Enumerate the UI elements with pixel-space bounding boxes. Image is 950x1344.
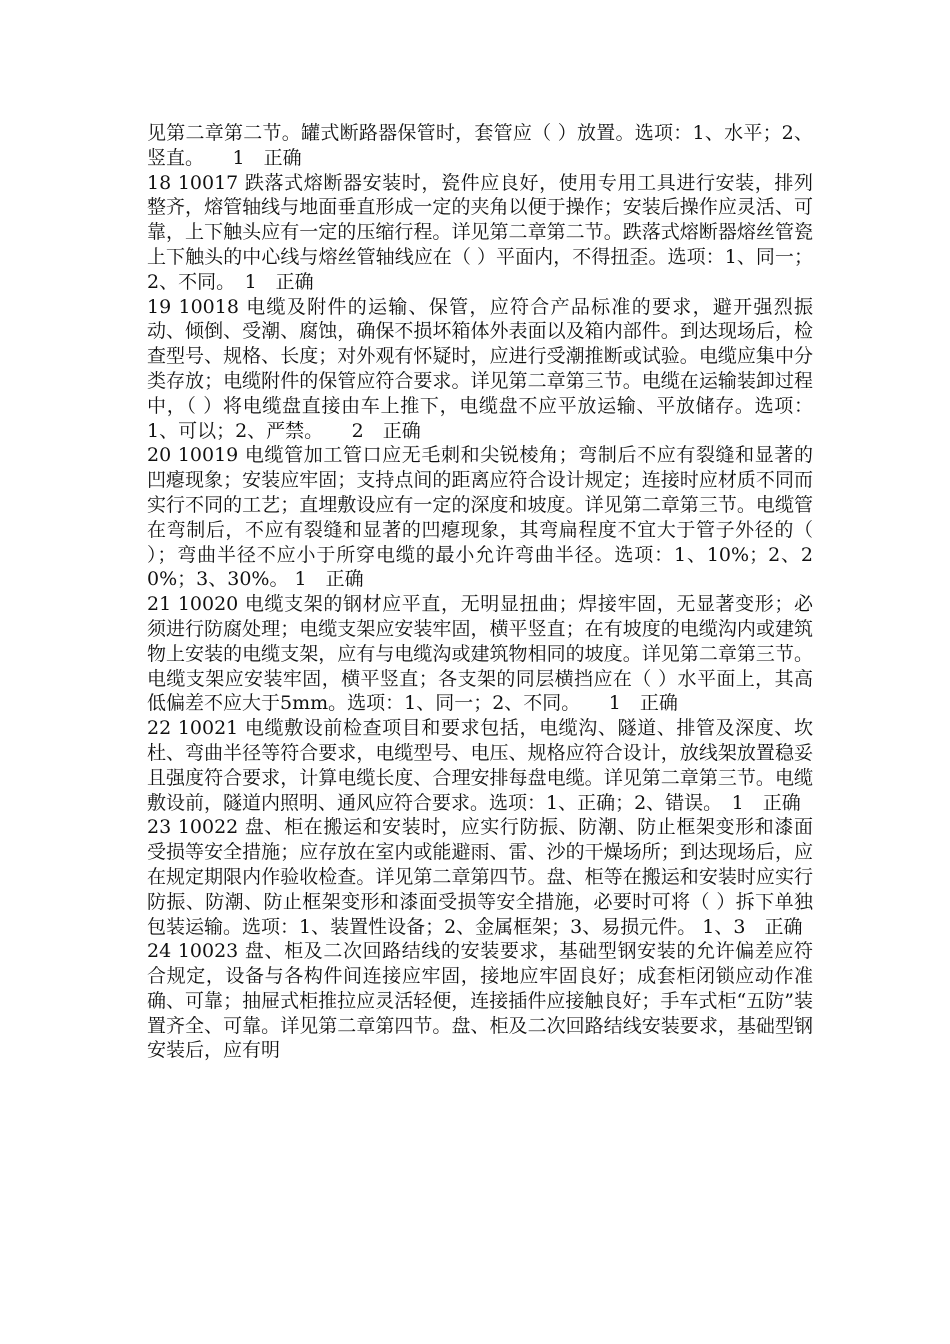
question-19: 19 10018 电缆及附件的运输、保管，应符合产品标准的要求，避开强烈振动、倾倒、受潮、腐蚀，确保不损坏箱体外表面以及箱内部件。到达现场后，检查型号、规格、长度；对外观有怀疑时，应进行受潮推断或试验。电缆应集中分类存放；电缆附件的保管应符合要求。详见第二章第三节。电缆在运输装卸过程中，（ ）将电缆盘直接由车上推下，电缆盘不应平放运输、平放储存。选项：1、可以；2、严禁。 2 正确	[147, 295, 813, 442]
paragraph-continuation: 见第二章第二节。罐式断路器保管时，套管应（ ）放置。选项：1、水平；2、竖直。 1 正确	[147, 122, 813, 169]
question-22: 22 10021 电缆敷设前检查项目和要求包括，电缆沟、隧道、排管及深度、坎杜、弯曲半径等符合要求，电缆型号、电压、规格应符合设计，放线架放置稳妥且强度符合要求，计算电缆长度、合理安排每盘电缆。详见第二章第三节。电缆敷设前，隧道内照明、通风应符合要求。选项：1、正确；2、错误。 1 正确	[147, 717, 813, 814]
question-20: 20 10019 电缆管加工管口应无毛刺和尖锐棱角；弯制后不应有裂缝和显著的凹瘪现象；安装应牢固；支持点间的距离应符合设计规定；连接时应材质不同而实行不同的工艺；直埋敷设应有一定的深度和坡度。详见第二章第三节。电缆管在弯制后，不应有裂缝和显著的凹瘪现象，其弯扁程度不宜大于管子外径的（ ）；弯曲半径不应小于所穿电缆的最小允许弯曲半径。选项：1、10%；2、20%；3、30%。 1 正确	[147, 444, 813, 591]
question-24: 24 10023 盘、柜及二次回路结线的安装要求，基础型钢安装的允许偏差应符合规定，设备与各构件间连接应牢固，接地应牢固良好；成套柜闭锁应动作准确、可靠；抽屉式柜推拉应灵活轻便，连接插件应接触良好；手车式柜“五防”装置齐全、可靠。详见第二章第四节。盘、柜及二次回路结线安装要求，基础型钢安装后，应有明	[147, 940, 813, 1062]
document-body	[147, 121, 813, 1063]
question-23: 23 10022 盘、柜在搬运和安装时，应实行防振、防潮、防止框架变形和漆面受损等安全措施；应存放在室内或能避雨、雷、沙的干燥场所；到达现场后，应在规定期限内作验收检查。详见第二章第四节。盘、柜等在搬运和安装时应实行防振、防潮、防止框架变形和漆面受损等安全措施，必要时可将（ ）拆下单独包装运输。选项：1、装置性设备；2、金属框架；3、易损元件。 1、3 正确	[147, 816, 813, 938]
question-21: 21 10020 电缆支架的钢材应平直，无明显扭曲；焊接牢固，无显著变形；必须进行防腐处理；电缆支架应安装牢固，横平竖直；在有坡度的电缆沟内或建筑物上安装的电缆支架，应有与电缆沟或建筑物相同的坡度。详见第二章第三节。电缆支架应安装牢固，横平竖直；各支架的同层横挡应在（ ）水平面上，其高低偏差不应大于5mm。选项：1、同一；2、不同。 1 正确	[147, 593, 813, 715]
question-18: 18 10017 跌落式熔断器安装时，瓷件应良好，使用专用工具进行安装，排列整齐，熔管轴线与地面垂直形成一定的夹角以便于操作；安装后操作应灵活、可靠，上下触头应有一定的压缩行程。详见第二章第二节。跌落式熔断器熔丝管瓷上下触头的中心线与熔丝管轴线应在（ ）平面内，不得扭歪。选项：1、同一；2、不同。 1 正确	[147, 171, 813, 293]
